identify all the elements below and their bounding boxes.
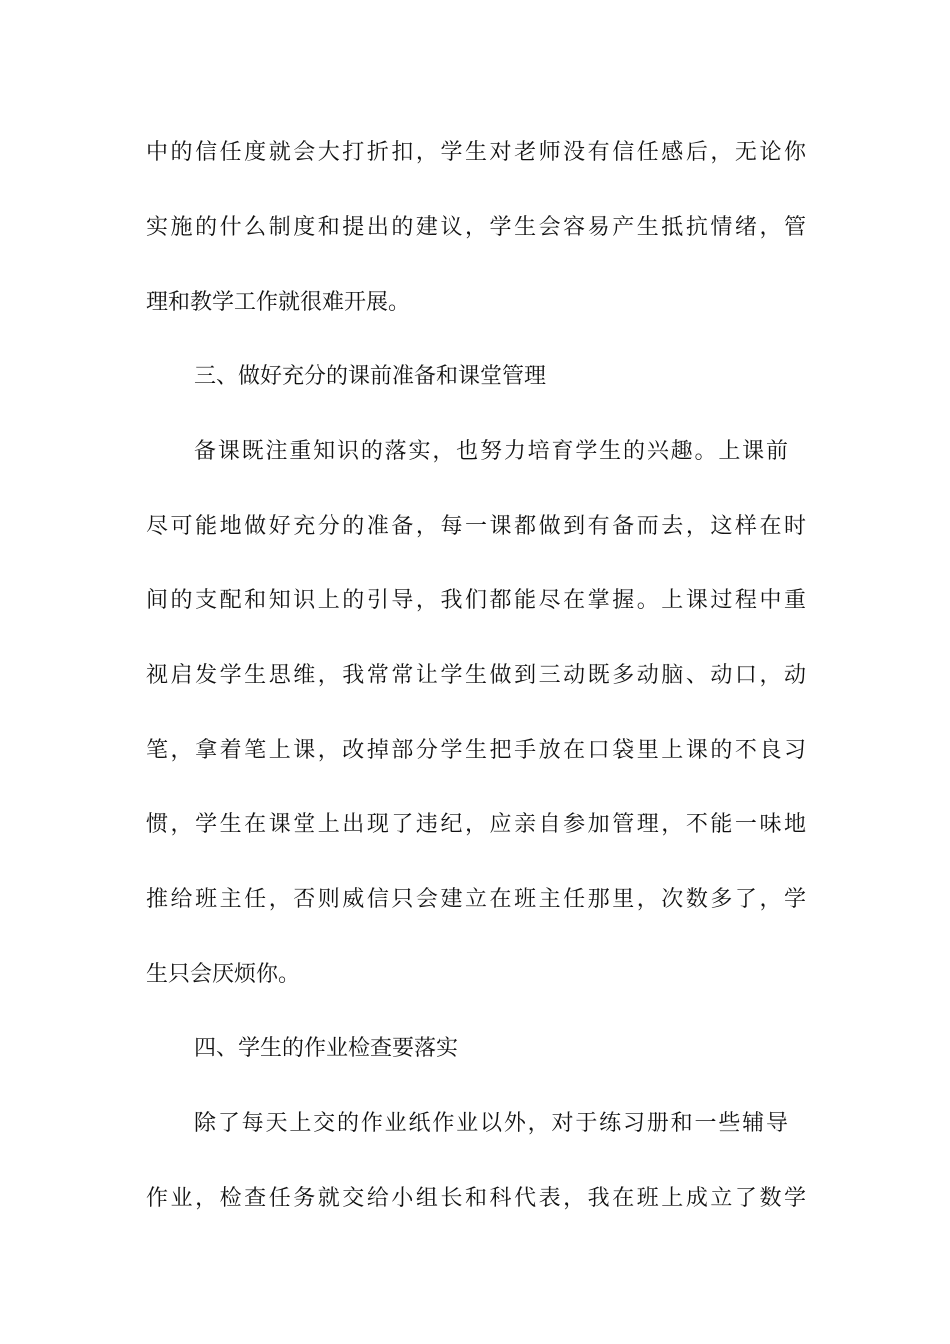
paragraph-line: 推给班主任，否则威信只会建立在班主任那里，次数多了，学 <box>146 887 806 912</box>
section-heading: 三、做好充分的课前准备和课堂管理 <box>194 364 547 389</box>
paragraph-line: 作业，检查任务就交给小组长和科代表，我在班上成立了数学 <box>146 1186 806 1211</box>
paragraph-line: 中的信任度就会大打折扣，学生对老师没有信任感后，无论你 <box>146 140 806 165</box>
paragraph-line: 尽可能地做好充分的准备，每一课都做到有备而去，这样在时 <box>146 514 806 539</box>
paragraph-line: 生只会厌烦你。 <box>146 962 301 987</box>
paragraph-line: 笔，拿着笔上课，改掉部分学生把手放在口袋里上课的不良习 <box>146 738 806 763</box>
paragraph-line: 惯，学生在课堂上出现了违纪，应亲自参加管理，不能一味地 <box>146 812 806 837</box>
paragraph-line: 间的支配和知识上的引导，我们都能尽在掌握。上课过程中重 <box>146 588 806 613</box>
paragraph-line: 备课既注重知识的落实，也努力培育学生的兴趣。上课前 <box>194 439 788 464</box>
paragraph-line: 实施的什么制度和提出的建议，学生会容易产生抵抗情绪，管 <box>146 215 806 240</box>
section-heading: 四、学生的作业检查要落实 <box>194 1036 459 1061</box>
paragraph-line: 视启发学生思维，我常常让学生做到三动既多动脑、动口，动 <box>146 663 806 688</box>
paragraph-line: 理和教学工作就很难开展。 <box>146 290 411 315</box>
paragraph-line: 除了每天上交的作业纸作业以外，对于练习册和一些辅导 <box>194 1111 788 1136</box>
